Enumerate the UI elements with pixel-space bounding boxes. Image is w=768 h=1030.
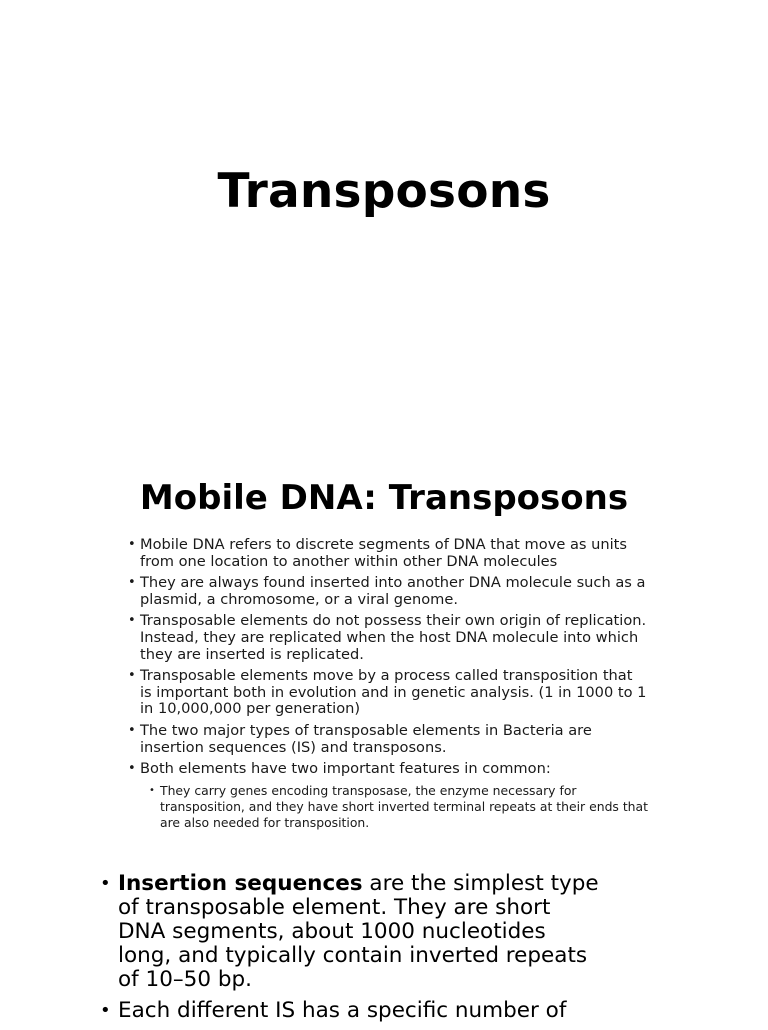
slide-insertion-sequences: [0, 860, 768, 1024]
bullet-item: • Transposable elements move by a process called transposition that is important both in evolution and in genetic analysis. (1 in 1000 to 1 in 10,000,000 per generation): [128, 668, 648, 718]
bullet-item: [100, 999, 600, 1023]
slide-heading: Mobile DNA: Transposons: [139, 478, 629, 518]
bullet-text: Each different IS has a specific number of: [118, 998, 567, 1023]
bullet-item: • Both elements have two important features in common:: [128, 761, 648, 778]
bullet-list: [100, 872, 600, 1030]
slide-mobile-dna: [0, 460, 768, 860]
bullet-text: are the simplest type of transposable element. They are short DNA segments, about 1000 nucleotides long, and typically contain inverted repeats of 10–50 bp.: [118, 871, 599, 992]
bullet-bold-term: Insertion sequences: [118, 871, 363, 896]
bullet-item: • Mobile DNA refers to discrete segments of DNA that move as units from one location to another within other DNA molecules: [128, 537, 648, 570]
sub-bullet-item: • They carry genes encoding transposase, the enzyme necessary for transposition, and they have short inverted terminal repeats at their ends that are also needed for transposition.: [128, 783, 648, 832]
bullet-item: • The two major types of transposable elements in Bacteria are insertion sequences (IS) and transposons.: [128, 723, 648, 756]
slide-title-heading: Transposons: [217, 164, 551, 219]
slide-title: [0, 0, 768, 460]
bullet-item: [100, 872, 600, 992]
bullet-item: • Transposable elements do not possess their own origin of replication. Instead, they are replicated when the host DNA molecule into which they are inserted is replicated.: [128, 613, 648, 663]
bullet-item: • They are always found inserted into another DNA molecule such as a plasmid, a chromosome, or a viral genome.: [128, 575, 648, 608]
bullet-list: [128, 537, 648, 832]
